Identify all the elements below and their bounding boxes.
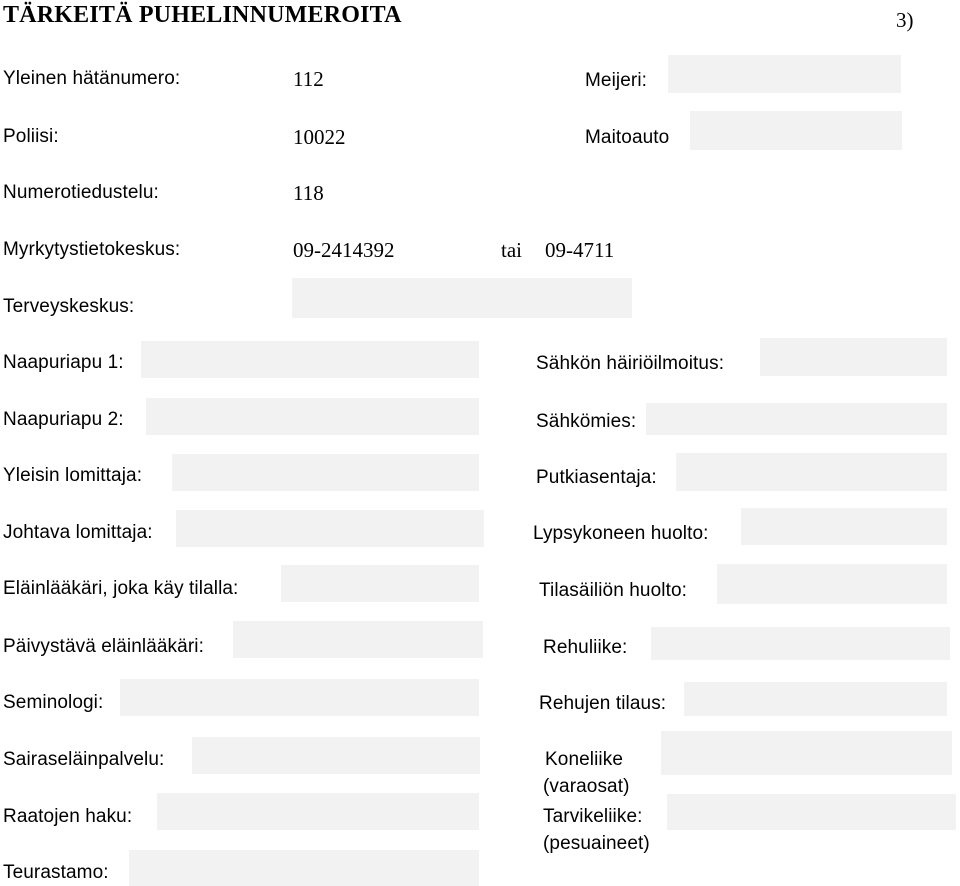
health-center-field[interactable] <box>292 278 632 318</box>
poison-center-label: Myrkytystietokeskus: <box>3 239 181 260</box>
machinery-store-label: Koneliike <box>545 749 624 770</box>
on-call-veterinarian-label: Päivystävä eläinlääkäri: <box>3 636 204 657</box>
bulk-tank-service-field[interactable] <box>717 564 947 604</box>
neighbor-help-1-label: Naapuriapu 1: <box>3 352 124 373</box>
milking-machine-service-field[interactable] <box>741 508 947 545</box>
lead-relief-worker-field[interactable] <box>176 510 484 547</box>
health-center-label: Terveyskeskus: <box>3 296 135 317</box>
page-number: 3) <box>896 8 914 32</box>
carcass-collection-field[interactable] <box>157 793 479 830</box>
supply-store-field[interactable] <box>667 794 956 830</box>
milk-truck-label: Maitoauto <box>585 127 670 148</box>
feed-ordering-field[interactable] <box>684 682 947 716</box>
electrician-field[interactable] <box>646 403 947 435</box>
farm-veterinarian-field[interactable] <box>281 565 479 602</box>
power-outage-report-label: Sähkön häiriöilmoitus: <box>536 353 725 374</box>
lead-relief-worker-label: Johtava lomittaja: <box>3 522 153 543</box>
poison-center-alt-value: 09-4711 <box>545 238 615 262</box>
supply-store-label: Tarvikeliike: <box>543 806 643 827</box>
milk-truck-field[interactable] <box>690 111 902 150</box>
neighbor-help-2-field[interactable] <box>146 398 479 435</box>
inseminator-label: Seminologi: <box>3 692 104 713</box>
neighbor-help-1-field[interactable] <box>141 341 479 378</box>
dairy-label: Meijeri: <box>585 70 648 91</box>
plumber-label: Putkiasentaja: <box>536 467 657 488</box>
feed-ordering-label: Rehujen tilaus: <box>539 693 667 714</box>
slaughterhouse-field[interactable] <box>129 850 479 886</box>
plumber-field[interactable] <box>676 453 947 491</box>
directory-enquiries-label: Numerotiedustelu: <box>3 182 159 203</box>
usual-relief-worker-label: Yleisin lomittaja: <box>3 465 143 486</box>
poison-center-value: 09-2414392 <box>293 238 395 262</box>
on-call-veterinarian-field[interactable] <box>233 621 483 658</box>
sick-animal-service-label: Sairaseläinpalvelu: <box>3 749 165 770</box>
poison-center-or: tai <box>501 238 522 262</box>
police-value: 10022 <box>293 125 346 149</box>
sick-animal-service-field[interactable] <box>192 737 480 774</box>
neighbor-help-2-label: Naapuriapu 2: <box>3 409 124 430</box>
police-label: Poliisi: <box>3 126 59 147</box>
emergency-number-label: Yleinen hätänumero: <box>3 68 181 89</box>
feed-store-field[interactable] <box>651 627 950 660</box>
carcass-collection-label: Raatojen haku: <box>3 806 133 827</box>
emergency-number-value: 112 <box>293 67 324 91</box>
farm-veterinarian-label: Eläinlääkäri, joka käy tilalla: <box>3 578 239 599</box>
page-title: TÄRKEITÄ PUHELINNUMEROITA <box>3 2 402 28</box>
inseminator-field[interactable] <box>120 679 479 716</box>
usual-relief-worker-field[interactable] <box>172 454 479 491</box>
machinery-store-field[interactable] <box>661 731 952 775</box>
power-outage-report-field[interactable] <box>760 338 947 376</box>
electrician-label: Sähkömies: <box>536 411 637 432</box>
machinery-store-sublabel: (varaosat) <box>543 776 630 797</box>
dairy-field[interactable] <box>668 55 901 93</box>
slaughterhouse-label: Teurastamo: <box>3 862 109 883</box>
directory-enquiries-value: 118 <box>293 181 324 205</box>
supply-store-sublabel: (pesuaineet) <box>543 833 650 854</box>
feed-store-label: Rehuliike: <box>543 637 628 658</box>
milking-machine-service-label: Lypsykoneen huolto: <box>533 523 709 544</box>
bulk-tank-service-label: Tilasäiliön huolto: <box>539 580 687 601</box>
